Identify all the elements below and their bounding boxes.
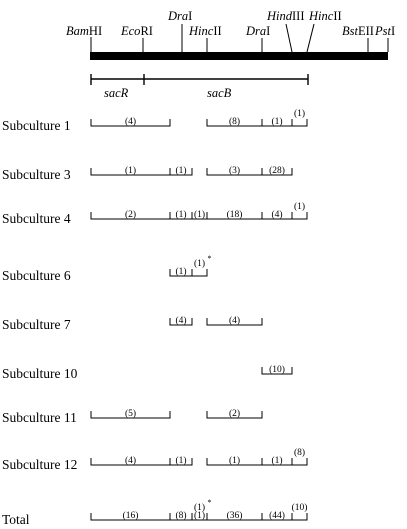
row-subculture-1 [2,108,307,133]
row-subculture-4 [2,201,307,226]
segment-count: (1) [293,202,306,212]
segment-count: (1) [193,511,206,521]
site-label-psti: PstI [375,24,396,38]
segment-count: (36) [226,511,243,521]
segment-count: (8) [293,448,306,458]
row-subculture-7 [2,315,262,332]
segment-count: (16) [122,511,139,521]
segment-count: (3) [228,166,241,176]
row-label: Subculture 7 [2,317,71,332]
segment-count: (28) [269,166,285,176]
deletion-segment-bracket [192,269,207,276]
site-label-drai-2: DraI [246,24,271,38]
row-label: Subculture 12 [2,457,78,472]
segment-count: (8) [228,117,241,127]
site-label-ecori: EcoRI [121,24,153,38]
segment-count: (1) [271,456,283,466]
segment-count: (4) [228,316,241,326]
row-label: Subculture 4 [2,211,71,226]
site-label-bamhi: BamHI [66,24,103,38]
segment-count: (10) [269,365,285,375]
site-tick-hincii-2 [307,24,314,52]
segment-asterisk: * [207,498,212,507]
row-label: Subculture 10 [2,366,78,381]
site-label-hincii-1: HincII [189,24,222,38]
segment-count: (1) [293,109,306,119]
row-total [2,498,307,527]
segment-count: (18) [226,210,243,220]
segment-count: (1) [228,456,241,466]
site-label-hindiii: HindIII [267,9,305,23]
segment-count: (1) [271,117,283,127]
segment-count: (2) [228,409,241,419]
segment-count: (4) [271,210,283,220]
segment-count: (2) [124,210,137,220]
row-subculture-6 [2,254,212,283]
segment-count: (1) [175,267,187,277]
row-label: Subculture 6 [2,268,71,283]
segment-count: (1) [193,210,206,220]
gene-label-sacb: sacB [207,86,232,100]
restriction-map [66,9,395,60]
segment-count: (1) [175,456,187,466]
row-subculture-10 [2,364,292,381]
site-label-drai-1: DraI [168,9,193,23]
segment-count: (1) [175,210,187,220]
segment-count: (4) [175,316,187,326]
row-subculture-11 [2,408,262,425]
row-label: Subculture 11 [2,410,77,425]
gene-label-sacr: sacR [104,86,129,100]
site-label-hincii-2: HincII [309,9,342,23]
segment-count: (1) [175,166,187,176]
segment-count: (8) [175,511,187,521]
deletion-segment-bracket [292,119,307,126]
deletion-segment-bracket [292,212,307,219]
segment-count: (4) [124,456,137,466]
row-subculture-12 [2,447,307,472]
segment-count: (4) [124,117,137,127]
row-label: Total [2,512,30,527]
gene-scale [91,74,308,100]
deletion-segment-bracket [292,513,307,520]
segment-count: (1) [193,259,206,269]
deletion-segment-bracket [292,458,307,465]
deletion-rows [2,108,307,527]
site-label-bsteii: BstEII [342,24,374,38]
segment-count: (10) [291,503,308,513]
segment-count: (1) [193,503,206,513]
row-label: Subculture 1 [2,118,71,133]
segment-asterisk: * [207,254,212,263]
segment-count: (1) [124,166,137,176]
segment-count: (44) [269,511,285,521]
row-label: Subculture 3 [2,167,71,182]
row-subculture-3 [2,165,292,182]
site-tick-hindiii [286,24,292,52]
segment-count: (5) [124,409,137,419]
dna-map-bar [90,52,388,60]
